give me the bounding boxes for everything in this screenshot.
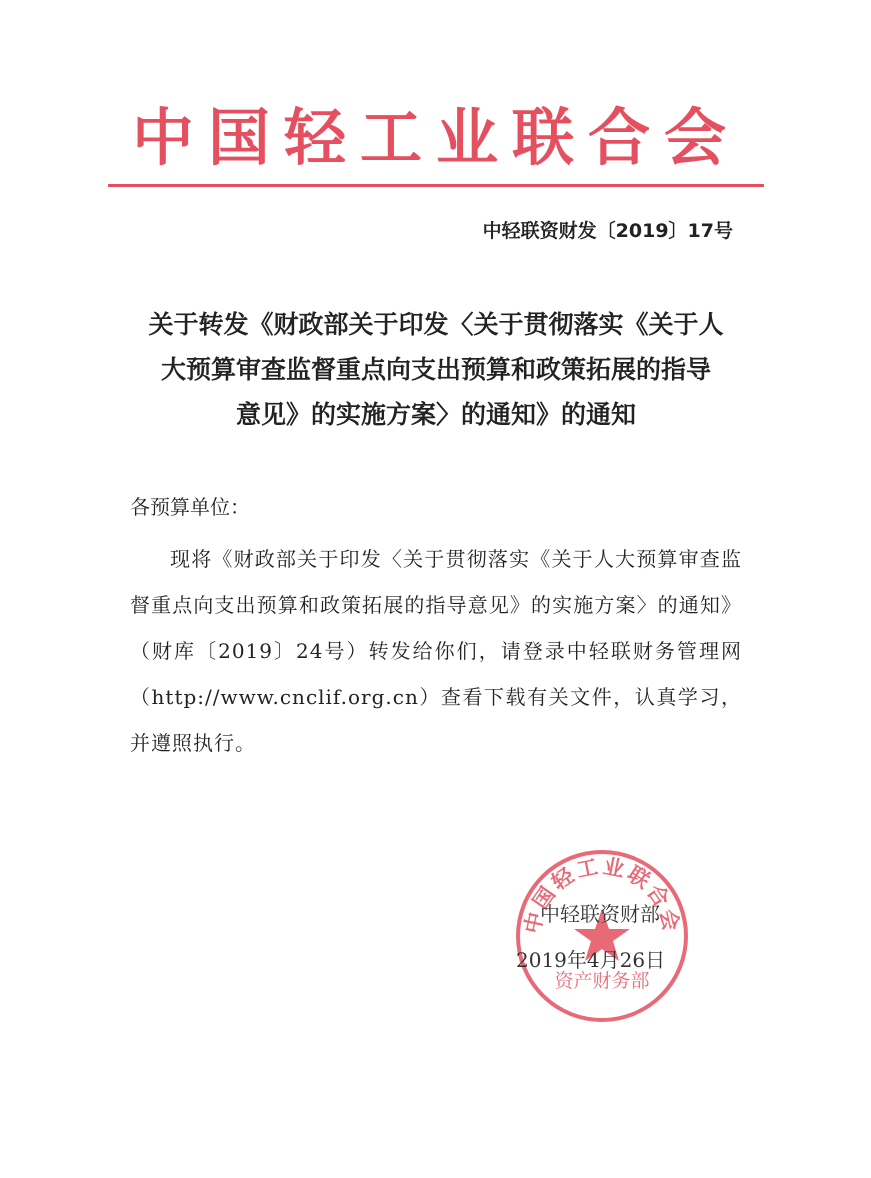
salutation: 各预算单位：: [130, 495, 250, 519]
seal-inner-text: 资产财务部: [554, 970, 650, 992]
seal-outer-text: 中国轻工业联合会: [520, 854, 684, 936]
body-paragraph: 现将《财政部关于印发〈关于贯彻落实《关于人大预算审查监督重点向支出预算和政策拓展的指导意见》的实施方案〉的通知》（财库〔2019〕24号）转发给你们，请登录中轻联财务管理网（http://www.cnclif.org.cn）查看下载有关文件，认真学习，并遵照执行。: [130, 547, 742, 755]
document-number: 中轻联资财发〔2019〕17号: [482, 220, 733, 242]
official-seal: [513, 847, 691, 1025]
org-masthead: 中国轻工业联合会: [131, 101, 740, 174]
title-line-2: 大预算审查监督重点向支出预算和政策拓展的指导: [160, 355, 711, 384]
signature-org: 中轻联资财部: [540, 902, 660, 926]
title-line-3: 意见》的实施方案〉的通知》的通知: [235, 400, 636, 429]
red-divider-line: [108, 184, 764, 187]
document-title: [118, 302, 754, 437]
title-line-1: 关于转发《财政部关于印发〈关于贯彻落实《关于人: [148, 310, 724, 339]
signature-date: 2019年4月26日: [516, 948, 666, 972]
